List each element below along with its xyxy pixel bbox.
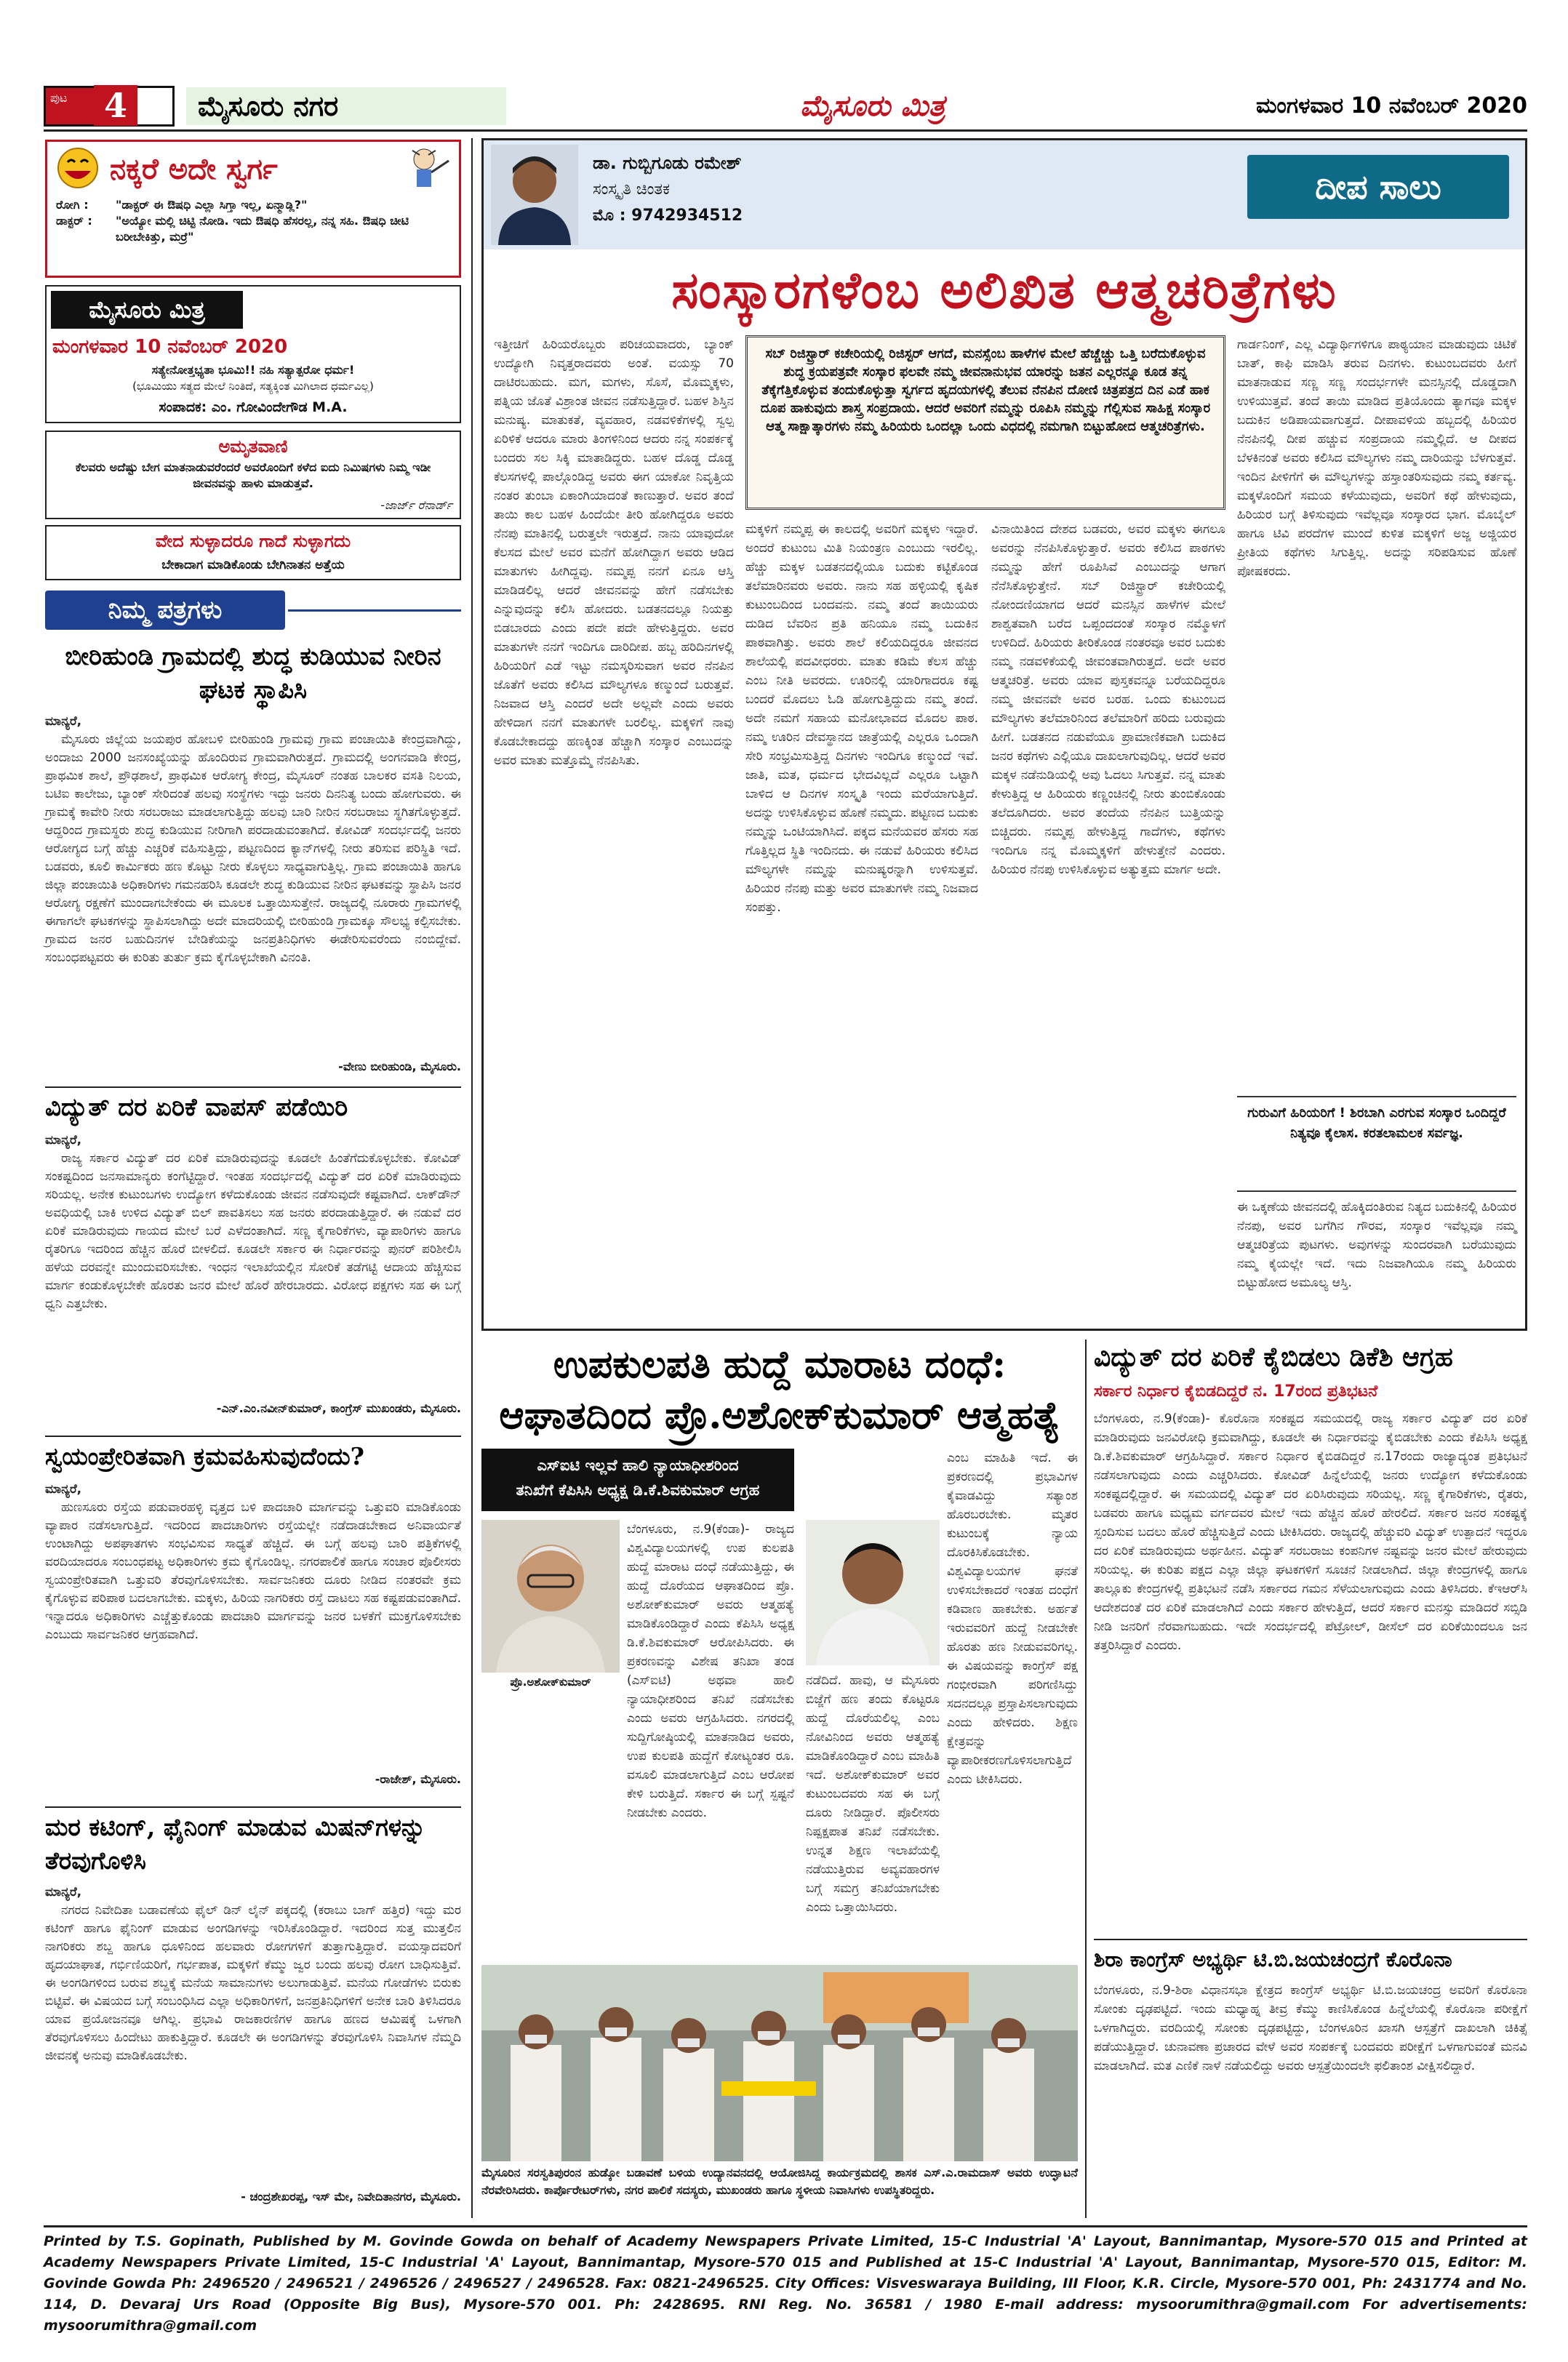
mini-date: ಮಂಗಳವಾರ 10 ನವೆಂಬರ್ 2020 <box>52 336 288 358</box>
feature-box <box>481 138 1527 1331</box>
header-rule <box>44 129 1527 132</box>
joke-line2-text: "ಅಯ್ಯೋ ಮಲ್ಲಿ ಚಿಟ್ಟಿ ನೋಡಿ. ಇದು ಔಷಧಿ ಹೆಸರಲ್ಲ, ನನ್ನ ಸಹಿ. ಔಷಧಿ ಚೀಟಿ ಬರೀಬೇಕಿತ್ತು, ಮರ್ರೆ" <box>116 214 409 244</box>
letter-1-body: ಮೈಸೂರು ಜಿಲ್ಲೆಯ ಜಯಪುರ ಹೋಬಳಿ ಬೀರಿಹುಂಡಿ ಗ್ರಾಮವು ಗ್ರಾಮ ಪಂಚಾಯಿತಿ ಕೇಂದ್ರವಾಗಿದ್ದು, ಅಂದಾಜು 2000 ಜನಸಂಖ್ಯೆಯನ್ನು ಹೊಂದಿರುವ ಗ್ರಾಮವಾಗಿರುತ್ತದೆ. ಗ್ರಾಮದಲ್ಲಿ ಅಂಗನವಾಡಿ ಕೇಂದ್ರ, ಪ್ರಾಥಮಿಕ ಶಾಲೆ, ಪ್ರೌಢಶಾಲೆ, ಪ್ರಾಥಮಿಕ ಆರೋಗ್ಯ ಕೇಂದ್ರ, ಮೈಸೂರ್ ನಂತಹ ಬಾಲಕರ ವಸತಿ ನಿಲಯ, ಬಟಿಐ ಕಾಲೇಜು, ಬ್ಯಾಂಕ್ ಸೇರಿದಂತೆ ಹಲವು ಸಂಸ್ಥೆಗಳು ಇದ್ದು ಜನರು ದಿನನಿತ್ಯ ಬಂದು ಹೋಗುವರು. ಈ ಗ್ರಾಮಕ್ಕೆ ಕಾವೇರಿ ನೀರು ಸರಬರಾಜು ಮಾಡಲಾಗುತ್ತಿದ್ದು ಹಲವು ಬಾರಿ ನೀರಿನ ಸರಬರಾಜು ಸ್ಥಗಿತಗೊಳ್ಳುತ್ತದೆ. ಆದ್ದರಿಂದ ಗ್ರಾಮಸ್ಥರು ಶುದ್ಧ ಕುಡಿಯುವ ನೀರಿಗಾಗಿ ಪರದಾಡುವಂತಾಗಿದೆ. ಕೋವಿಡ್ ಸಂದರ್ಭದಲ್ಲಿ ಜನರು ಆರೋಗ್ಯದ ಬಗ್ಗೆ ಹೆಚ್ಚು ಎಚ್ಚರಿಕೆ ವಹಿಸುತ್ತಿದ್ದು, ಪಟ್ಟಣದಿಂದ ಕ್ಯಾನ್‌ಗಳಲ್ಲಿ ನೀರು ತರಿಸುವ ಪರಿಸ್ಥಿತಿ ಇದೆ. ಬಡವರು, ಕೂಲಿ ಕಾರ್ಮಿಕರು ಹಣ ಕೊಟ್ಟು ನೀರು ಕೊಳ್ಳಲು ಸಾಧ್ಯವಾಗುತ್ತಿಲ್ಲ. ಗ್ರಾಮ ಪಂಚಾಯಿತಿ ಹಾಗೂ ಜಿಲ್ಲಾ ಪಂಚಾಯಿತಿ ಅಧಿಕಾರಿಗಳು ಗಮನಹರಿಸಿ ಕೂಡಲೇ ಶುದ್ಧ ಕುಡಿಯುವ ನೀರಿನ ಘಟಕವನ್ನು ಸ್ಥಾಪಿಸಿ ಜನರ ಆರೋಗ್ಯ ರಕ್ಷಣೆಗೆ ಮುಂದಾಗಬೇಕೆಂದು ಈ ಮೂಲಕ ಒತ್ತಾಯಿಸುತ್ತೇನೆ. ರಾಜ್ಯದಲ್ಲಿ ನೂರಾರು ಗ್ರಾಮಗಳಲ್ಲಿ ಈಗಾಗಲೇ ಘಟಕಗಳನ್ನು ಸ್ಥಾಪಿಸಲಾಗಿದ್ದು ಅದೇ ಮಾದರಿಯಲ್ಲಿ ಬೀರಿಹುಂಡಿ ಗ್ರಾಮಕ್ಕೂ ಸೌಲಭ್ಯ ಕಲ್ಪಿಸಬೇಕು. ಗ್ರಾಮದ ಜನರ ಬಹುದಿನಗಳ ಬೇಡಿಕೆಯನ್ನು ಜನಪ್ರತಿನಿಧಿಗಳು ಈಡೇರಿಸುವರೆಂದು ನಂಬಿದ್ದೇವೆ. ಸಂಬಂಧಪಟ್ಟವರು ಈ ಕುರಿತು ತುರ್ತು ಕ್ರಮ ಕೈಗೊಳ್ಳಬೇಕಾಗಿ ವಿನಂತಿ. <box>45 732 461 965</box>
letter-4-text <box>45 1883 461 2189</box>
poem-box <box>1237 1096 1516 1192</box>
letter-2-text <box>45 1132 461 1401</box>
letter-3-salutation: ಮಾನ್ಯರೆ, <box>45 1482 82 1497</box>
letter-1 <box>45 640 461 1084</box>
joke-title: ನಕ್ಕರೆ ಅದೇ ಸ್ವರ್ಗ <box>110 152 278 186</box>
letter-4 <box>45 1811 461 2218</box>
sira-headline: ಶಿರಾ ಕಾಂಗ್ರೆಸ್ ಅಭ್ಯರ್ಥಿ ಟಿ.ಬಿ.ಜಯಚಂದ್ರಗೆ ಕೊರೊನಾ <box>1094 1947 1452 1971</box>
author-name: ಡಾ. ಗುಬ್ಬಿಗೂಡು ರಮೇಶ್ <box>593 153 742 173</box>
proverb-line1: ವೇದ ಸುಳ್ಳಾದರೂ ಗಾದೆ ಸುಳ್ಳಾಗದು <box>155 530 351 551</box>
paper-name: ಮೈಸೂರು ಮಿತ್ರ <box>800 89 945 123</box>
imprint: Printed by T.S. Gopinath, Published by M. Govinde Gowda on behalf of Academy Newspapers Private Limited, 15-C Industrial 'A' Layout, Bannimantap, Mysore-570 015 and Printed at Academy Newspapers Private Limited, 15-C Industrial 'A' Layout, Bannimantap, Mysore-570 015 and Published at 15-C Industrial 'A' Layout, Bannimantap, Mysore-570 015, Editor: M. Govinde Gowda Ph: 2496520 / 2496521 / 2496526 / 2496527 / 2496528. Fax: 0821-2496525. City Offices: Visveswaraya Building, III Floor, K.R. Circle, Mysore-570 001, Ph: 2431774 and No. 114, D. Devaraj Urs Road (Opposite Big Bus), Mysore-570 001. Ph: 2428695. RNI Reg. No. 36581 / 1980 E-mail address: mysoorumithra@gmail.com For advertisements: mysoorumithra@gmail.com <box>44 2233 1527 2334</box>
letter-divider <box>45 1086 461 1088</box>
feature-col3: ವಿನಾಯಿತಿಂದ ದೇಶದ ಬಡವರು, ಅವರ ಮಕ್ಕಳು ಈಗಲೂ ಅವರನ್ನು ನೆನಪಿಸಿಕೊಳ್ಳುತ್ತಾರೆ. ಅವರು ಕಲಿಸಿದ ಪಾಠಗಳು ನಮ್ಮನ್ನು ಹೇಗೆ ರೂಪಿಸಿವೆ ಎಂಬುದನ್ನು ಆಗಾಗ ನೆನೆಸಿಕೊಳ್ಳುತ್ತೇನೆ. ಸಬ್ ರಿಜಿಸ್ಟ್ರಾರ್ ಕಚೇರಿಯಲ್ಲಿ ನೋಂದಣಿಯಾಗದ ಆದರೆ ಮನಸ್ಸಿನ ಹಾಳೆಗಳ ಮೇಲೆ ಶಾಶ್ವತವಾಗಿ ಬರೆದ ಒಪ್ಪಂದದಂತೆ ಸಂಸ್ಕಾರ ನಮ್ಮೊಳಗೆ ಉಳಿದಿದೆ. ಹಿರಿಯರು ತೀರಿಕೊಂಡ ನಂತರವೂ ಅವರ ಬದುಕು ನಮ್ಮ ನಡವಳಿಕೆಯಲ್ಲಿ ಜೀವಂತವಾಗಿರುತ್ತದೆ. ಅದೇ ಅವರ ಆತ್ಮಚರಿತ್ರೆ. ಅವರು ಯಾವ ಪುಸ್ತಕವನ್ನೂ ಬರೆಯದಿದ್ದರೂ ನಮ್ಮ ಜೀವನವೇ ಅವರ ಬರಹ. ಒಂದು ಕುಟುಂಬದ ಮೌಲ್ಯಗಳು ತಲೆಮಾರಿನಿಂದ ತಲೆಮಾರಿಗೆ ಹರಿದು ಬರುವುದು ಹೀಗೆ. ಬಡತನದ ನಡುವೆಯೂ ಪ್ರಾಮಾಣಿಕವಾಗಿ ಬದುಕಿದ ಜನರ ಕಥೆಗಳು ಎಲ್ಲಿಯೂ ದಾಖಲಾಗುವುದಿಲ್ಲ. ಆದರೆ ಅವರ ಮಕ್ಕಳ ನಡೆನುಡಿಯಲ್ಲಿ ಅವು ಓದಲು ಸಿಗುತ್ತವೆ. ನನ್ನ ಮಾತು ಕೇಳುತ್ತಿದ್ದ ಆ ಹಿರಿಯರು ಕಣ್ಣಂಚಿನಲ್ಲಿ ನೀರು ತುಂಬಿಕೊಂಡು ತಲೆದೂಗಿದರು. ಅವರ ತಂದೆಯ ನೆನಪಿನ ಬುತ್ತಿಯನ್ನು ಬಿಚ್ಚಿದರು. ನಮ್ಮಪ್ಪ ಹೇಳುತ್ತಿದ್ದ ಗಾದೆಗಳು, ಕಥೆಗಳು ಇಂದಿಗೂ ನನ್ನ ಮೊಮ್ಮಕ್ಕಳಿಗೆ ಹೇಳುತ್ತೇನೆ ಎಂದರು. ಹಿರಿಯರ ನೆನಪು ಉಳಿಸಿಕೊಳ್ಳುವ ಅತ್ಯುತ್ತಮ ಮಾರ್ಗ ಅದೇ. <box>991 522 1225 877</box>
letter-2-title: ವಿದ್ಯುತ್ ದರ ಏರಿಕೆ ವಾಪಸ್ ಪಡೆಯಿರಿ <box>45 1093 348 1122</box>
vc-col3: ಎಂಬ ಮಾಹಿತಿ ಇದೆ. ಈ ಪ್ರಕರಣದಲ್ಲಿ ಪ್ರಭಾವಿಗಳ ಕೈವಾಡವಿದ್ದು ಸತ್ಯಾಂಶ ಹೊರಬರಬೇಕು. ಮೃತರ ಕುಟುಂಬಕ್ಕೆ ನ್ಯಾಯ ದೊರಕಿಸಿಕೊಡಬೇಕು. ವಿಶ್ವವಿದ್ಯಾಲಯಗಳ ಘನತೆ ಉಳಿಸಬೇಕಾದರೆ ಇಂತಹ ದಂಧೆಗೆ ಕಡಿವಾಣ ಹಾಕಬೇಕು. ಅರ್ಹತೆ ಇರುವವರಿಗೆ ಹುದ್ದೆ ನೀಡಬೇಕೇ ಹೊರತು ಹಣ ನೀಡುವವರಿಗಲ್ಲ. ಈ ವಿಷಯವನ್ನು ಕಾಂಗ್ರೆಸ್ ಪಕ್ಷ ಗಂಭೀರವಾಗಿ ಪರಿಗಣಿಸಿದ್ದು ಸದನದಲ್ಲೂ ಪ್ರಸ್ತಾಪಿಸಲಾಗುವುದು ಎಂದು ಹೇಳಿದರು. ಶಿಕ್ಷಣ ಕ್ಷೇತ್ರವನ್ನು ವ್ಯಾಪಾರೀಕರಣಗೊಳಿಸಲಾಗುತ್ತಿದೆ ಎಂದು ಟೀಕಿಸಿದರು. <box>947 1451 1078 1787</box>
power-subhead: ಸರ್ಕಾರ ನಿರ್ಧಾರ ಕೈಬಿಡದಿದ್ದರೆ ನ. 17ರಂದ ಪ್ರತಿಭಟನೆ <box>1094 1382 1378 1401</box>
amruthavani-author: -ಜಾರ್ಜ್ ರೆನಾರ್ಡ್ <box>380 498 452 512</box>
footer-rule <box>44 2225 1527 2227</box>
vc-subhead-line2: ತನಿಖೆಗೆ ಕೆಪಿಸಿಸಿ ಅಧ್ಯಕ್ಷ ಡಿ.ಕೆ.ಶಿವಕುಮಾರ್ ಆಗ್ರಹ <box>516 1481 760 1499</box>
column-name-box <box>1247 155 1509 219</box>
letter-1-salutation: ಮಾನ್ಯರೆ, <box>45 714 82 729</box>
event-photo-caption: ಮೈಸೂರಿನ ಸರಸ್ವತಿಪುರಂನ ಹುಡ್ಕೋ ಬಡಾವಣೆ ಬಳಿಯ ಉದ್ಯಾನವನದಲ್ಲಿ ಆಯೋಜಿಸಿದ್ದ ಕಾರ್ಯಕ್ರಮದಲ್ಲಿ ಶಾಸಕ ಎಸ್.ಎ.ರಾಮದಾಸ್ ಅವರು ಉದ್ಘಾಟನೆ ನೆರವೇರಿಸಿದರು. ಕಾರ್ಪೊರೇಟರ್‌ಗಳು, ನಗರ ಪಾಲಿಕೆ ಸದಸ್ಯರು, ಮುಖಂಡರು ಹಾಗೂ ಸ್ಥಳೀಯ ನಿವಾಸಿಗಳು ಉಪಸ್ಥಿತರಿದ್ದರು. <box>481 2166 1078 2197</box>
vc-story <box>481 1340 1078 1965</box>
vc-headline-line1: ಉಪಕುಲಪತಿ ಹುದ್ದೆ ಮಾರಾಟ ದಂಧೆ: <box>553 1342 1007 1387</box>
vc-professor-photo <box>481 1520 620 1673</box>
joke-text <box>56 197 455 245</box>
vc-subhead <box>481 1449 794 1511</box>
amruthavani-box <box>45 431 461 519</box>
column-name: ದೀಪ ಸಾಲು <box>1315 167 1441 207</box>
event-photo <box>481 1965 1078 2161</box>
joke-box <box>45 140 461 278</box>
feature-col2: ಮಕ್ಕಳಿಗೆ ನಮ್ಮಪ್ಪ ಈ ಕಾಲದಲ್ಲಿ ಅವರಿಗೆ ಮಕ್ಕಳು ಇದ್ದಾರೆ. ಅಂದರೆ ಕುಟುಂಬ ಮಿತಿ ನಿಯಂತ್ರಣ ಎಂಬುದು ಇರಲಿಲ್ಲ. ಹೆಚ್ಚು ಮಕ್ಕಳ ಬಡತನದಲ್ಲಿಯೂ ಬದುಕು ಕಟ್ಟಿಕೊಂಡ ತಲೆಮಾರಿನವರು ಅವರು. ನಾನು ಸಹ ಹಳ್ಳಿಯಲ್ಲಿ ಕೃಷಿಕ ಕುಟುಂಬದಿಂದ ಬಂದವನು. ನಮ್ಮ ತಂದೆ ತಾಯಿಯರು ದುಡಿದ ಬೆವರಿನ ಪ್ರತಿ ಹನಿಯೂ ನಮ್ಮ ಬದುಕಿನ ಪಾಠವಾಗಿತ್ತು. ಅವರು ಶಾಲೆ ಕಲಿಯದಿದ್ದರೂ ಜೀವನದ ಶಾಲೆಯಲ್ಲಿ ಪದವೀಧರರು. ಮಾತು ಕಡಿಮೆ ಕೆಲಸ ಹೆಚ್ಚು ಎಂಬ ನೀತಿ ಅವರದು. ಊರಿನಲ್ಲಿ ಯಾರಿಗಾದರೂ ಕಷ್ಟ ಬಂದರೆ ಮೊದಲು ಓಡಿ ಹೋಗುತ್ತಿದ್ದುದು ನಮ್ಮ ತಂದೆ. ಅದೇ ನಮಗೆ ಸಹಾಯ ಮನೋಭಾವದ ಮೊದಲ ಪಾಠ. ನಮ್ಮ ಊರಿನ ದೇವಸ್ಥಾನದ ಜಾತ್ರೆಯಲ್ಲಿ ಎಲ್ಲರೂ ಒಂದಾಗಿ ಸೇರಿ ಸಂಭ್ರಮಿಸುತ್ತಿದ್ದ ದಿನಗಳು ಇಂದಿಗೂ ಕಣ್ಮುಂದೆ ಇವೆ. ಜಾತಿ, ಮತ, ಧರ್ಮದ ಭೇದವಿಲ್ಲದೆ ಎಲ್ಲರೂ ಒಟ್ಟಾಗಿ ಬಾಳಿದ ಆ ದಿನಗಳ ಸಂಸ್ಕೃತಿ ಇಂದು ಮರೆಯಾಗುತ್ತಿದೆ. ಅದನ್ನು ಉಳಿಸಿಕೊಳ್ಳುವ ಹೊಣೆ ನಮ್ಮದು. ಪಟ್ಟಣದ ಬದುಕು ನಮ್ಮನ್ನು ಒಂಟಿಯಾಗಿಸಿದೆ. ಪಕ್ಕದ ಮನೆಯವರ ಹೆಸರು ಸಹ ಗೊತ್ತಿಲ್ಲದ ಸ್ಥಿತಿ ಇಂದಿನದು. ಈ ನಡುವೆ ಹಿರಿಯರು ಕಲಿಸಿದ ಮೌಲ್ಯಗಳೇ ನಮ್ಮನ್ನು ಮನುಷ್ಯರನ್ನಾಗಿ ಉಳಿಸುತ್ತವೆ. ಹಿರಿಯರ ನೆನಪು ಮತ್ತು ಅವರ ಮಾತುಗಳೇ ನಮ್ಮ ನಿಜವಾದ ಸಂಪತ್ತು. <box>745 522 978 915</box>
page-header <box>44 86 1527 128</box>
story-divider <box>1094 1939 1527 1940</box>
letter-2-signature: -ಎನ್.ಎಂ.ನವೀನ್‌ಕುಮಾರ್, ಕಾಂಗ್ರೆಸ್ ಮುಖಂಡರು, ಮೈಸೂರು. <box>216 1401 461 1415</box>
sira-story <box>1094 1945 1527 2218</box>
letter-3-text <box>45 1481 461 1772</box>
vc-headline-line2: ಆಘಾತದಿಂದ ಪ್ರೊ.ಅಶೋಕ್‌ಕುಮಾರ್ ಆತ್ಮಹತ್ಯೆ <box>499 1393 1060 1438</box>
letter-2-salutation: ಮಾನ್ಯರೆ, <box>45 1133 82 1148</box>
page-label: ಪುಟ <box>46 88 98 124</box>
letter-divider <box>45 1436 461 1437</box>
author-role: ಸಂಸ್ಕೃತಿ ಚಿಂತಕ <box>593 180 670 199</box>
section-name: ಮೈಸೂರು ನಗರ <box>186 87 506 125</box>
feature-col1: ಇತ್ತೀಚಿಗೆ ಹಿರಿಯರೊಬ್ಬರು ಪರಿಚಯವಾದರು, ಬ್ಯಾಂಕ್ ಉದ್ಯೋಗಿ ನಿವೃತ್ತರಾದವರು ಅಂತೆ. ವಯಸ್ಸು 70 ದಾಟಿರಬಹುದು. ಮಗ, ಮಗಳು, ಸೊಸೆ, ಮೊಮ್ಮಕ್ಕಳು, ಪತ್ನಿಯ ಜೊತೆ ವಿಶ್ರಾಂತ ಜೀವನ ನಡೆಸುತ್ತಿದ್ದಾರೆ. ಬಹಳ ಶಿಸ್ತಿನ ಮನುಷ್ಯ. ಮಾತುಕತೆ, ವ್ಯವಹಾರ, ನಡವಳಿಕೆಗಳಲ್ಲಿ ಸ್ವಲ್ಪ ಏರಿಳಿಕೆ ಆದರೂ ಮಾರು ತಿಂಗಳಿನಿಂದ ಆದರು ನನ್ನ ಸಂಪರ್ಕಕ್ಕೆ ಬಂದರು ಸಲ ಸಿಕ್ಕಿ ಮಾತಾಡಿದ್ದರು. ಬಹಳ ದೊಡ್ಡ ದೊಡ್ಡ ಕೆಲಸಗಳಲ್ಲಿ ಪಾಲ್ಗೊಂಡಿದ್ದ ಅವರು ಈಗ ಯಾಕೋ ನಿವೃತ್ತಿಯ ನಂತರ ತುಂಬಾ ಏಕಾಂಗಿಯಾದಂತೆ ಕಾಣುತ್ತಾರೆ. ಅವರ ತಂದೆ ತಾಯಿ ಕಾಲ ಬಹಳ ಹಿಂದೆಯೇ ತೀರಿ ಹೋಗಿದ್ದರೂ ಅವರು ನೆನಪು ಮಾತಿನಲ್ಲಿ ಬರುತ್ತಲೇ ಇರುತ್ತದೆ. ನಾನು ಯಾವುದೋ ಕೆಲಸದ ಮೇಲೆ ಅವರ ಮನೆಗೆ ಹೋಗಿದ್ದಾಗ ಅವರು ಆಡಿದ ಮಾತುಗಳು ಹೀಗಿದ್ದವು. ನಮ್ಮಪ್ಪ ನನಗೆ ಏನೂ ಆಸ್ತಿ ಮಾಡಿಡಲಿಲ್ಲ ಆದರೆ ಜೀವನವನ್ನು ಹೇಗೆ ನಡೆಸಬೇಕು ಎನ್ನುವುದನ್ನು ಕಲಿಸಿ ಹೋದರು. ಬಡತನದಲ್ಲೂ ನಿಯತ್ತು ಬಿಡಬಾರದು ಎಂದು ಪದೇ ಪದೇ ಹೇಳುತ್ತಿದ್ದರು. ಅವರ ಮಾತುಗಳೇ ನನಗೆ ಇಂದಿಗೂ ದಾರಿದೀಪ. ಹಬ್ಬ ಹರಿದಿನಗಳಲ್ಲಿ ಹಿರಿಯರಿಗೆ ಎಡೆ ಇಟ್ಟು ನಮಸ್ಕರಿಸುವಾಗ ಅವರ ನೆನಪಿನ ಜೊತೆಗೆ ಅವರು ಕಲಿಸಿದ ಮೌಲ್ಯಗಳೂ ಕಣ್ಮುಂದೆ ಬರುತ್ತವೆ. ನಿಜವಾದ ಆಸ್ತಿ ಎಂದರೆ ಅದೇ ಅಲ್ಲವೇ ಎಂದು ಅವರು ಹೇಳಿದಾಗ ನನಗೆ ಮಾತುಗಳೇ ಬರಲಿಲ್ಲ. ಮಕ್ಕಳಿಗೆ ನಾವು ಕೊಡಬೇಕಾದದ್ದು ಹಣಕ್ಕಿಂತ ಹೆಚ್ಚಾಗಿ ಸಂಸ್ಕಾರ ಎಂಬುದನ್ನು ಅವರ ಮಾತು ಮತ್ತೊಮ್ಮೆ ನೆನಪಿಸಿತು. <box>494 337 734 768</box>
column-divider <box>1085 1340 1087 2218</box>
column-divider <box>471 138 473 2218</box>
letters-banner-label: ನಿಮ್ಮ ಪತ್ರಗಳು <box>45 590 285 630</box>
letter-1-text <box>45 713 461 1054</box>
poem: ಗುರುವಿಗೆ ಹಿರಿಯರಿಗೆ ! ಶಿರಬಾಗಿ ಎರಗುವ ಸಂಸ್ಕಾರ ಒಂದಿದ್ದರೆ ನಿತ್ಯವೂ ಕೈಲಾಸ. ಕರತಲಾಮಲಕ ಸರ್ವಜ್ಞ. <box>1247 1105 1506 1141</box>
vc-photo-caption: ಪ್ರೊ.ಅಶೋಕ್‌ಕುಮಾರ್ <box>510 1676 591 1689</box>
letter-4-title: ಮರ ಕಟಿಂಗ್, ಫೈನಿಂಗ್ ಮಾಡುವ ಮಿಷನ್‌ಗಳನ್ನು ತೆರವುಗೊಳಿಸಿ <box>45 1813 426 1875</box>
page-number: 4 <box>94 85 137 126</box>
sira-body: ಬೆಂಗಳೂರು, ನ.9-ಶಿರಾ ವಿಧಾನಸಭಾ ಕ್ಷೇತ್ರದ ಕಾಂಗ್ರೆಸ್ ಅಭ್ಯರ್ಥಿ ಟಿ.ಬಿ.ಜಯಚಂದ್ರ ಅವರಿಗೆ ಕೊರೊನಾ ಸೋಂಕು ದೃಢಪಟ್ಟಿದೆ. ಇಂದು ಮಧ್ಯಾಹ್ನ ತೀವ್ರ ಕೆಮ್ಮು ಕಾಣಿಸಿಕೊಂಡ ಹಿನ್ನೆಲೆಯಲ್ಲಿ ಕೊರೊನಾ ಪರೀಕ್ಷೆಗೆ ಒಳಗಾಗಿದ್ದರು. ವರದಿಯಲ್ಲಿ ಸೋಂಕು ದೃಢಪಟ್ಟಿದ್ದು, ಬೆಂಗಳೂರಿನ ಖಾಸಗಿ ಆಸ್ಪತ್ರೆಗೆ ದಾಖಲಾಗಿ ಚಿಕಿತ್ಸೆ ಪಡೆಯುತ್ತಿದ್ದಾರೆ. ಚುನಾವಣಾ ಪ್ರಚಾರದ ವೇಳೆ ಅವರ ಸಂಪರ್ಕಕ್ಕೆ ಬಂದವರು ಪರೀಕ್ಷೆಗೆ ಒಳಗಾಗುವಂತೆ ಮನವಿ ಮಾಡಲಾಗಿದೆ. ಮತ ಎಣಿಕೆ ನಾಳೆ ನಡೆಯಲಿದ್ದು ಅವರು ಆಸ್ಪತ್ರೆಯಿಂದಲೇ ಫಲಿತಾಂಶ ವೀಕ್ಷಿಸಲಿದ್ದಾರೆ. <box>1094 1983 1527 2073</box>
issue-date: ಮಂಗಳವಾರ 10 ನವೆಂಬರ್ 2020 <box>1256 93 1527 119</box>
amruthavani-text: ಕೆಲವರು ಅದೆಷ್ಟು ಬೇಗ ಮಾತನಾಡುವರೆಂದರೆ ಅವರೊಂದಿಗೆ ಕಳೆದ ಐದು ನಿಮಿಷಗಳು ನಿಮ್ಮ ಇಡೀ ಜೀವನವನ್ನು ಹಾಳು ಮಾಡುತ್ತವೆ. <box>75 460 431 490</box>
banner-rule <box>288 609 461 612</box>
letter-3 <box>45 1440 461 1803</box>
feature-headline: ಸಂಸ್ಕಾರಗಳೆಂಬ ಅಲಿಖಿತ ಆತ್ಮಚರಿತ್ರೆಗಳು <box>671 260 1337 320</box>
vc-subhead-line1: ಎಸ್‌ಐಟಿ ಇಲ್ಲವೆ ಹಾಲಿ ನ್ಯಾಯಾಧೀಶರಿಂದ <box>537 1457 739 1474</box>
letter-3-title: ಸ್ವಯಂಪ್ರೇರಿತವಾಗಿ ಕ್ರಮವಹಿಸುವುದೆಂದು? <box>45 1442 364 1470</box>
proverb-line2: ಬೇಕಾದಾಗ ಮಾಡಿಕೊಂಡು ಬೇಗಿನಾತನ ಅತ್ತೆಯ <box>161 558 345 572</box>
letter-4-body: ನಗರದ ನಿವೇದಿತಾ ಬಡಾವಣೆಯ ಫೈಲ್ ಡಿನ್ ಲೈನ್ ಪಕ್ಕದಲ್ಲಿ (ಕರಾಬು ಬಾಗ್ ಹತ್ತಿರ) ಇದ್ದು ಮರ ಕಟಿಂಗ್ ಹಾಗೂ ಫೈನಿಂಗ್ ಮಾಡುವ ಅಂಗಡಿಗಳನ್ನು ಇರಿಸಿಕೊಂಡಿದ್ದಾರೆ. ಇದರಿಂದ ಸುತ್ತ ಮುತ್ತಲಿನ ನಾಗರಿಕರು ಶಬ್ದ ಹಾಗೂ ಧೂಳಿನಿಂದ ಹಲವಾರು ರೋಗಗಳಿಗೆ ತುತ್ತಾಗುತ್ತಿದ್ದಾರೆ. ವಯಸ್ಸಾದವರಿಗೆ ಹೃದಯಾಘಾತ, ಗರ್ಭಿಣಿಯರಿಗೆ, ಗರ್ಭಪಾತ, ಮಕ್ಕಳಿಗೆ ಕೆಮ್ಮು ಜ್ವರ ಬಂದು ಹಲವು ರೋಗ ಬಾಧಿಸುತ್ತಿವೆ. ಈ ಅಂಗಡಿಗಳಿಂದ ಬರುವ ಶಬ್ದಕ್ಕೆ ಮನೆಯ ಸಾಮಾನುಗಳು ಅಲುಗಾಡುತ್ತಿವೆ. ಮನೆಯ ಗೋಡೆಗಳು ಬಿರುಕು ಬಿಟ್ಟಿವೆ. ಈ ವಿಷಯದ ಬಗ್ಗೆ ಸಂಬಂಧಿಸಿದ ಎಲ್ಲಾ ಅಧಿಕಾರಿಗಳಿಗೆ, ಜನಪ್ರತಿನಿಧಿಗಳಿಗೆ ಅನೇಕ ಬಾರಿ ತಿಳಿಸಿದರೂ ಯಾವ ಪ್ರಯೋಜನವೂ ಆಗಿಲ್ಲ. ಪ್ರಭಾವಿ ರಾಜಕಾರಣಿಗಳ ಹಾಗೂ ಹಣದ ಆಮಿಷಕ್ಕೆ ಒಳಗಾಗಿ ತೆರವುಗೊಳಿಸಲು ಹಿಂದೇಟು ಹಾಕುತ್ತಿದ್ದಾರೆ. ಕೂಡಲೇ ಈ ಅಂಗಡಿಗಳನ್ನು ತೆರವುಗೊಳಿಸಿ ನಿವಾಸಿಗಳ ನೆಮ್ಮದಿ ಜೀವನಕ್ಕೆ ಅನುವು ಮಾಡಿಕೊಡಬೇಕು. <box>45 1903 461 2063</box>
author-photo <box>491 145 578 245</box>
power-body: ಬೆಂಗಳೂರು, ನ.9(ಕೆಂಡಾ)- ಕೊರೊನಾ ಸಂಕಷ್ಟದ ಸಮಯದಲ್ಲಿ ರಾಜ್ಯ ಸರ್ಕಾರ ವಿದ್ಯುತ್ ದರ ಏರಿಕೆ ಮಾಡಿರುವುದು ಜನವಿರೋಧಿ ಕ್ರಮವಾಗಿದ್ದು, ಕೂಡಲೇ ಈ ನಿರ್ಧಾರವನ್ನು ಕೈಬಿಡಬೇಕು ಎಂದು ಕೆಪಿಸಿಸಿ ಅಧ್ಯಕ್ಷ ಡಿ.ಕೆ.ಶಿವಕುಮಾರ್ ಆಗ್ರಹಿಸಿದ್ದಾರೆ. ಸರ್ಕಾರ ನಿರ್ಧಾರ ಕೈಬಿಡದಿದ್ದರೆ ನ.17ರಂದು ರಾಜ್ಯಾದ್ಯಂತ ಪ್ರತಿಭಟನೆ ನಡೆಸಲಾಗುವುದು ಎಂದು ಎಚ್ಚರಿಸಿದರು. ಕೋವಿಡ್ ಹಿನ್ನೆಲೆಯಲ್ಲಿ ಜನರು ಉದ್ಯೋಗ ಕಳೆದುಕೊಂಡು ಸಂಕಷ್ಟದಲ್ಲಿದ್ದಾರೆ. ಈ ಸಮಯದಲ್ಲಿ ವಿದ್ಯುತ್ ದರ ಏರಿಸಿರುವುದು ಸರಿಯಲ್ಲ. ಸಣ್ಣ ಕೈಗಾರಿಕೆಗಳು, ರೈತರು, ಬಡವರು ಹಾಗೂ ಮಧ್ಯಮ ವರ್ಗದವರ ಮೇಲೆ ಇದು ಹೆಚ್ಚಿನ ಹೊರೆ ಹೇರಲಿದೆ. ಸರ್ಕಾರ ಜನರ ಸಂಕಷ್ಟಕ್ಕೆ ಸ್ಪಂದಿಸುವ ಬದಲು ಹೊರೆ ಹೆಚ್ಚಿಸುತ್ತಿದೆ ಎಂದು ಟೀಕಿಸಿದರು. ರಾಜ್ಯದಲ್ಲಿ ಹೆಚ್ಚುವರಿ ವಿದ್ಯುತ್ ಉತ್ಪಾದನೆ ಇದ್ದರೂ ದರ ಏರಿಕೆ ಮಾಡಿರುವುದು ಅರ್ಥಹೀನ. ವಿದ್ಯುತ್ ಸರಬರಾಜು ಕಂಪನಿಗಳ ನಷ್ಟವನ್ನು ಜನರ ಮೇಲೆ ಹೇರುವುದು ಸರಿಯಲ್ಲ. ಈ ಕುರಿತು ಪಕ್ಷದ ಎಲ್ಲಾ ಜಿಲ್ಲಾ ಘಟಕಗಳಿಗೆ ಸೂಚನೆ ನೀಡಲಾಗಿದೆ. ಜಿಲ್ಲಾ ಕೇಂದ್ರಗಳಲ್ಲಿ ಹಾಗೂ ತಾಲ್ಲೂಕು ಕೇಂದ್ರಗಳಲ್ಲಿ ಪ್ರತಿಭಟನೆ ನಡೆಸಿ ಸರ್ಕಾರದ ಗಮನ ಸೆಳೆಯಲಾಗುವುದು ಎಂದು ತಿಳಿಸಿದರು. ಕೆಇಆರ್‌ಸಿ ಆದೇಶದಂತೆ ದರ ಏರಿಕೆ ಮಾಡಲಾಗಿದೆ ಎಂದು ಸರ್ಕಾರ ಹೇಳುತ್ತಿದೆ, ಆದರೆ ಸರ್ಕಾರ ಮನಸ್ಸು ಮಾಡಿದರೆ ಸಬ್ಸಿಡಿ ನೀಡಿ ಜನರಿಗೆ ನೆರವಾಗಬಹುದು. ಇದೇ ಸಂದರ್ಭದಲ್ಲಿ ಪೆಟ್ರೋಲ್, ಡೀಸೆಲ್ ದರ ಏರಿಕೆಯಿಂದಲೂ ಜನ ತತ್ತರಿಸಿದ್ದಾರೆ ಎಂದರು. <box>1094 1412 1527 1653</box>
pullquote-box <box>745 335 1225 510</box>
letter-3-signature: -ರಾಜೇಶ್, ಮೈಸೂರು. <box>375 1772 461 1786</box>
feature-col4: ಗಾರ್ಡನಿಂಗ್, ಎಲ್ಲ ವಿದ್ಯಾರ್ಥಿಗಳಿಗೂ ಪಾಠ್ಯಯಾನ ಮಾಡುವುದು ಚಿಟಿಕೆ ಬಾತ್, ಕಾಫಿ ಮಾಡಿಸಿ ತರುವ ದಿನಗಳು. ಕುಟುಂಬದವರು ಹೀಗೆ ಮಾತನಾಡುವ ಸಣ್ಣ ಸಣ್ಣ ಸಂದರ್ಭಗಳೇ ಮನಸ್ಸಿನಲ್ಲಿ ದೊಡ್ಡದಾಗಿ ಉಳಿಯುತ್ತವೆ. ತಂದೆ ತಾಯಿ ಮಾಡಿದ ಪ್ರತಿಯೊಂದು ತ್ಯಾಗವೂ ಮಕ್ಕಳ ಬದುಕಿನ ಅಡಿಪಾಯವಾಗುತ್ತದೆ. ದೀಪಾವಳಿಯ ಹಬ್ಬದಲ್ಲಿ ಹಿರಿಯರ ನೆನಪಿನಲ್ಲಿ ದೀಪ ಹಚ್ಚುವ ಸಂಪ್ರದಾಯ ನಮ್ಮಲ್ಲಿದೆ. ಆ ದೀಪದ ಬೆಳಕಿನಂತೆ ಅವರು ಕಲಿಸಿದ ಮೌಲ್ಯಗಳು ನಮ್ಮ ದಾರಿಯನ್ನು ಬೆಳಗುತ್ತವೆ. ಇಂದಿನ ಪೀಳಿಗೆಗೆ ಈ ಮೌಲ್ಯಗಳನ್ನು ಹಸ್ತಾಂತರಿಸುವುದು ನಮ್ಮ ಕರ್ತವ್ಯ. ಮಕ್ಕಳೊಂದಿಗೆ ಸಮಯ ಕಳೆಯುವುದು, ಅವರಿಗೆ ಕಥೆ ಹೇಳುವುದು, ಹಿರಿಯರ ಬಗ್ಗೆ ತಿಳಿಸುವುದು ಇವೆಲ್ಲವೂ ಸಂಸ್ಕಾರದ ಭಾಗ. ಮೊಬೈಲ್ ಹಾಗೂ ಟಿವಿ ಪರದೆಗಳ ಮುಂದೆ ಕುಳಿತ ಮಕ್ಕಳಿಗೆ ಅಜ್ಜ ಅಜ್ಜಿಯರ ಪ್ರೀತಿಯ ಕಥೆಗಳು ಸಿಗುತ್ತಿಲ್ಲ. ಅದನ್ನು ಸರಿಪಡಿಸುವ ಹೊಣೆ ಪೋಷಕರದು. <box>1237 337 1516 579</box>
letter-divider <box>45 1806 461 1808</box>
author-phone: ಮೊ : 9742934512 <box>593 207 743 225</box>
letter-3-body: ಹುಣಸೂರು ರಸ್ತೆಯ ಪಡುವಾರಹಳ್ಳಿ ವೃತ್ತದ ಬಳಿ ಪಾದಚಾರಿ ಮಾರ್ಗವನ್ನು ಒತ್ತುವರಿ ಮಾಡಿಕೊಂಡು ವ್ಯಾಪಾರ ನಡೆಸಲಾಗುತ್ತಿದೆ. ಇದರಿಂದ ಪಾದಚಾರಿಗಳು ರಸ್ತೆಯಲ್ಲೇ ನಡೆದಾಡಬೇಕಾದ ಅನಿವಾರ್ಯತೆ ಉಂಟಾಗಿದ್ದು ಅಪಘಾತಗಳು ಸಂಭವಿಸುವ ಸಾಧ್ಯತೆ ಹೆಚ್ಚಿದೆ. ಈ ಬಗ್ಗೆ ಹಲವು ಬಾರಿ ಪತ್ರಿಕೆಗಳಲ್ಲಿ ವರದಿಯಾದರೂ ಸಂಬಂಧಪಟ್ಟ ಅಧಿಕಾರಿಗಳು ಕ್ರಮ ಕೈಗೊಂಡಿಲ್ಲ. ನಗರಪಾಲಿಕೆ ಹಾಗೂ ಸಂಚಾರ ಪೊಲೀಸರು ಸ್ವಯಂಪ್ರೇರಿತವಾಗಿ ಒತ್ತುವರಿ ತೆರವುಗೊಳಿಸಬೇಕು. ಸಾರ್ವಜನಿಕರು ದೂರು ನೀಡಿದ ನಂತರವೇ ಕ್ರಮ ಕೈಗೊಳ್ಳುವ ಪರಿಪಾಠ ಬದಲಾಗಬೇಕು. ಮಕ್ಕಳು, ಹಿರಿಯ ನಾಗರಿಕರು ರಸ್ತೆ ದಾಟಲು ಸಹ ಕಷ್ಟಪಡುವಂತಾಗಿದೆ. ಇನ್ನಾದರೂ ಅಧಿಕಾರಿಗಳು ಎಚ್ಚೆತ್ತುಕೊಂಡು ಪಾದಚಾರಿ ಮಾರ್ಗವನ್ನು ಜನರ ಬಳಕೆಗೆ ಮುಕ್ತಗೊಳಿಸಬೇಕು ಎಂಬುದು ಸಾರ್ವಜನಿಕರ ಆಗ್ರಹವಾಗಿದೆ. <box>45 1500 461 1642</box>
proverb-box <box>45 525 461 580</box>
feature-col4-end: ಈ ಒಕ್ಕಣೆಯ ಜೀವನದಲ್ಲಿ ಹೊಕ್ಕಿದಂತಿರುವ ನಿತ್ಯದ ಬದುಕಿನಲ್ಲಿ ಹಿರಿಯರ ನೆನಪು, ಅವರ ಬಗೆಗಿನ ಗೌರವ, ಸಂಸ್ಕಾರ ಇವೆಲ್ಲವೂ ನಮ್ಮ ಆತ್ಮಚರಿತ್ರೆಯ ಪುಟಗಳು. ಅವುಗಳನ್ನು ಸುಂದರವಾಗಿ ಬರೆಯುವುದು ನಮ್ಮ ಕೈಯಲ್ಲೇ ಇದೆ. ಇದು ನಿಜವಾಗಿಯೂ ನಮ್ಮ ಹಿರಿಯರು ಬಿಟ್ಟುಹೋದ ಅಮೂಲ್ಯ ಆಸ್ತಿ. <box>1237 1200 1516 1290</box>
power-story <box>1094 1340 1527 1936</box>
mini-motto1: ಸತ್ಯೇನೋತ್ತಭ್ಯತಾ ಭೂಮಿ!! ನಹಿ ಸತ್ಯಾತ್ಪರೋ ಧರ್ಮ! <box>151 363 355 377</box>
mini-masthead-box <box>45 285 461 423</box>
vc-col2: ನಡೆದಿದೆ. ಹಾವು, ಆ ಮೈಸೂರು ಬಿಜ್ಜೆಗೆ ಹಣ ತಂದು ಕೊಟ್ಟರೂ ಹುದ್ದೆ ದೊರೆಯಲಿಲ್ಲ ಎಂಬ ನೋವಿನಿಂದ ಅವರು ಆತ್ಮಹತ್ಯೆ ಮಾಡಿಕೊಂಡಿದ್ದಾರೆ ಎಂಬ ಮಾಹಿತಿ ಇದೆ. ಅಶೋಕ್‌ಕುಮಾರ್ ಅವರ ಕುಟುಂಬದವರು ಸಹ ಈ ಬಗ್ಗೆ ದೂರು ನೀಡಿದ್ದಾರೆ. ಪೊಲೀಸರು ನಿಷ್ಪಕ್ಷಪಾತ ತನಿಖೆ ನಡೆಸಬೇಕು. ಉನ್ನತ ಶಿಕ್ಷಣ ಇಲಾಖೆಯಲ್ಲಿ ನಡೆಯುತ್ತಿರುವ ಅವ್ಯವಹಾರಗಳ ಬಗ್ಗೆ ಸಮಗ್ರ ತನಿಖೆಯಾಗಬೇಕು ಎಂದು ಒತ್ತಾಯಿಸಿದರು. <box>806 1673 940 1915</box>
amruthavani-title: ಅಮೃತವಾಣಿ <box>218 436 288 457</box>
letter-2 <box>45 1091 461 1433</box>
pullquote: ಸಬ್ ರಿಜಿಸ್ಟ್ರಾರ್ ಕಚೇರಿಯಲ್ಲಿ ರಿಜಿಸ್ಟರ್ ಆಗದೆ, ಮನಸ್ಸೆಂಬ ಹಾಳೆಗಳ ಮೇಲೆ ಹೆಚ್ಚೆಚ್ಚು ಒತ್ತಿ ಬರೆದುಕೊಳ್ಳುವ ಶುದ್ಧ ಕ್ರಯಪತ್ರವೇ ಸಂಸ್ಕಾರ ಫಲವೇ ನಮ್ಮ ಜೀವನಾನುಭವ ಯಾರನ್ನು ಜತನ ಎಲ್ಲರನ್ನೂ ಕೂಡ ತನ್ನ ತೆಕ್ಕೆಗೆತ್ತಿಕೊಳ್ಳುವ ತಂದುಕೊಳ್ಳುತ್ತಾ ಸ್ವರ್ಗದ ಹೃದಯಗಳಲ್ಲಿ ತೆಲುವ ನೆನಪಿನ ದೋಣಿ ಚಿತ್ರಪತ್ರದ ದಿನ ಎಡೆ ಹಾಕ ದೂಪ ಹಾಕುವುದು ಶಾಸ್ತ್ರ ಸಂಪ್ರದಾಯ. ಆದರೆ ಅವರಿಗೆ ನಮ್ಮನ್ನು ರೂಪಿಸಿ ನಮ್ಮನ್ನು ಗೆಲ್ಲಿಸುವ ಸಾಹಿಕ್ಷ ಸಂಸ್ಕಾರ ಆತ್ಮ ಸಾಕ್ಷಾತ್ಕಾರಗಳು ನಮ್ಮ ಹಿರಿಯರು ಒಂದಲ್ಲಾ ಒಂದು ವಿಧದಲ್ಲಿ ನಮಗಾಗಿ ಬಿಟ್ಟುಹೋದ ಆತ್ಮಚರಿತ್ರೆಗಳು. <box>760 346 1211 434</box>
joke-line1-text: "ಡಾಕ್ಟರ್ ಈ ಔಷಧಿ ಎಲ್ಲಾ ಸಿಗ್ತಾ ಇಲ್ಲ, ಏನ್ಮಾಡ್ಲಿ?" <box>116 198 308 212</box>
power-headline: ವಿದ್ಯುತ್ ದರ ಏರಿಕೆ ಕೈಬಿಡಲು ಡಿಕೆಶಿ ಆಗ್ರಹ <box>1094 1342 1453 1372</box>
joke-line1-label: ರೋಗಿ : <box>56 198 89 212</box>
letter-2-body: ರಾಜ್ಯ ಸರ್ಕಾರ ವಿದ್ಯುತ್ ದರ ಏರಿಕೆ ಮಾಡಿರುವುದನ್ನು ಕೂಡಲೇ ಹಿಂತೆಗೆದುಕೊಳ್ಳಬೇಕು. ಕೋವಿಡ್ ಸಂಕಷ್ಟದಿಂದ ಜನಸಾಮಾನ್ಯರು ಕಂಗೆಟ್ಟಿದ್ದಾರೆ. ಇಂತಹ ಸಂದರ್ಭದಲ್ಲಿ ವಿದ್ಯುತ್ ದರ ಏರಿಕೆ ಮಾಡಿರುವುದು ಸರಿಯಲ್ಲ. ಅನೇಕ ಕುಟುಂಬಗಳು ಉದ್ಯೋಗ ಕಳೆದುಕೊಂಡು ಜೀವನ ನಡೆಸುವುದೇ ಕಷ್ಟವಾಗಿದೆ. ಲಾಕ್‌ಡೌನ್ ಅವಧಿಯಲ್ಲಿ ಬಾಕಿ ಉಳಿದ ವಿದ್ಯುತ್ ಬಿಲ್ ಪಾವತಿಸಲು ಸಹ ಜನರು ಪರದಾಡುತ್ತಿದ್ದಾರೆ. ಈ ನಡುವೆ ದರ ಏರಿಕೆ ಮಾಡಿರುವುದು ಗಾಯದ ಮೇಲೆ ಬರೆ ಎಳೆದಂತಾಗಿದೆ. ಸಣ್ಣ ಕೈಗಾರಿಕೆಗಳು, ವ್ಯಾಪಾರಿಗಳು ಹಾಗೂ ರೈತರಿಗೂ ಇದರಿಂದ ಹೆಚ್ಚಿನ ಹೊರೆ ಬೀಳಲಿದೆ. ಕೂಡಲೇ ಸರ್ಕಾರ ಈ ನಿರ್ಧಾರವನ್ನು ಪುನರ್ ಪರಿಶೀಲಿಸಿ ಹಳೆಯ ದರವನ್ನೇ ಮುಂದುವರಿಸಬೇಕು. ಇಂಧನ ಇಲಾಖೆಯಲ್ಲಿನ ಸೋರಿಕೆ ತಡೆಗಟ್ಟಿ ಆದಾಯ ಹೆಚ್ಚಿಸುವ ಮಾರ್ಗ ಕಂಡುಕೊಳ್ಳಬೇಕೇ ಹೊರತು ಜನರ ಮೇಲೆ ಹೊರೆ ಹೇರಬಾರದು. ವಿರೋಧ ಪಕ್ಷಗಳು ಸಹ ಈ ಬಗ್ಗೆ ಧ್ವನಿ ಎತ್ತಬೇಕು. <box>45 1151 461 1311</box>
laughing-face-icon <box>55 146 101 190</box>
letters-banner <box>45 588 461 633</box>
joke-line2-label: ಡಾಕ್ಟರ್ : <box>56 214 92 228</box>
letter-4-salutation: ಮಾನ್ಯರೆ, <box>45 1885 82 1899</box>
page-number-box <box>44 86 175 127</box>
mini-paper-name: ಮೈಸೂರು ಮಿತ್ರ <box>51 291 243 329</box>
letter-1-title: ಬೀರಿಹುಂಡಿ ಗ್ರಾಮದಲ್ಲಿ ಶುದ್ಧ ಕುಡಿಯುವ ನೀರಿನ ಘಟಕ ಸ್ಥಾಪಿಸಿ <box>65 642 441 705</box>
dk-shivakumar-photo <box>806 1520 940 1665</box>
mini-motto2: (ಭೂಮಿಯು ಸತ್ಯದ ಮೇಲೆ ನಿಂತಿದೆ, ಸತ್ಯಕ್ಕಿಂತ ಮಿಗಿಲಾದ ಧರ್ಮವಿಲ್ಲ) <box>132 380 374 393</box>
letter-1-signature: -ವೇಣು ಬೀರಿಹುಂಡಿ, ಮೈಸೂರು. <box>338 1060 461 1073</box>
letter-4-signature: - ಚಂದ್ರಶೇಖರಪ್ಪ, ಇಸ್ ಮೇ, ನಿವೇದಿತಾನಗರ, ಮೈಸೂರು. <box>241 2190 461 2203</box>
vc-col1: ಬೆಂಗಳೂರು, ನ.9(ಕೆಂಡಾ)- ರಾಜ್ಯದ ವಿಶ್ವವಿದ್ಯಾಲಯಗಳಲ್ಲಿ ಉಪ ಕುಲಪತಿ ಹುದ್ದೆ ಮಾರಾಟ ದಂಧೆ ನಡೆಯುತ್ತಿದ್ದು, ಈ ಹುದ್ದೆ ದೊರೆಯದ ಆಘಾತದಿಂದ ಪ್ರೊ. ಅಶೋಕ್‌ಕುಮಾರ್ ಅವರು ಆತ್ಮಹತ್ಯೆ ಮಾಡಿಕೊಂಡಿದ್ದಾರೆ ಎಂದು ಕೆಪಿಸಿಸಿ ಅಧ್ಯಕ್ಷ ಡಿ.ಕೆ.ಶಿವಕುಮಾರ್ ಆರೋಪಿಸಿದರು. ಈ ಪ್ರಕರಣವನ್ನು ವಿಶೇಷ ತನಿಖಾ ತಂಡ (ಎಸ್‌ಐಟಿ) ಅಥವಾ ಹಾಲಿ ನ್ಯಾಯಾಧೀಶರಿಂದ ತನಿಖೆ ನಡೆಸಬೇಕು ಎಂದು ಅವರು ಆಗ್ರಹಿಸಿದರು. ನಗರದಲ್ಲಿ ಸುದ್ದಿಗೋಷ್ಠಿಯಲ್ಲಿ ಮಾತನಾಡಿದ ಅವರು, ಉಪ ಕುಲಪತಿ ಹುದ್ದೆಗೆ ಕೋಟ್ಯಂತರ ರೂ. ವಸೂಲಿ ಮಾಡಲಾಗುತ್ತಿದೆ ಎಂಬ ಆರೋಪ ಕೇಳಿ ಬರುತ್ತಿದೆ. ಸರ್ಕಾರ ಈ ಬಗ್ಗೆ ಸ್ಪಷ್ಟನೆ ನೀಡಬೇಕು ಎಂದರು. <box>627 1522 794 1820</box>
cartoon-icon <box>402 145 455 191</box>
mini-editor: ಸಂಪಾದಕ: ಎಂ. ಗೋವಿಂದೇಗೌಡ M.A. <box>159 399 348 415</box>
